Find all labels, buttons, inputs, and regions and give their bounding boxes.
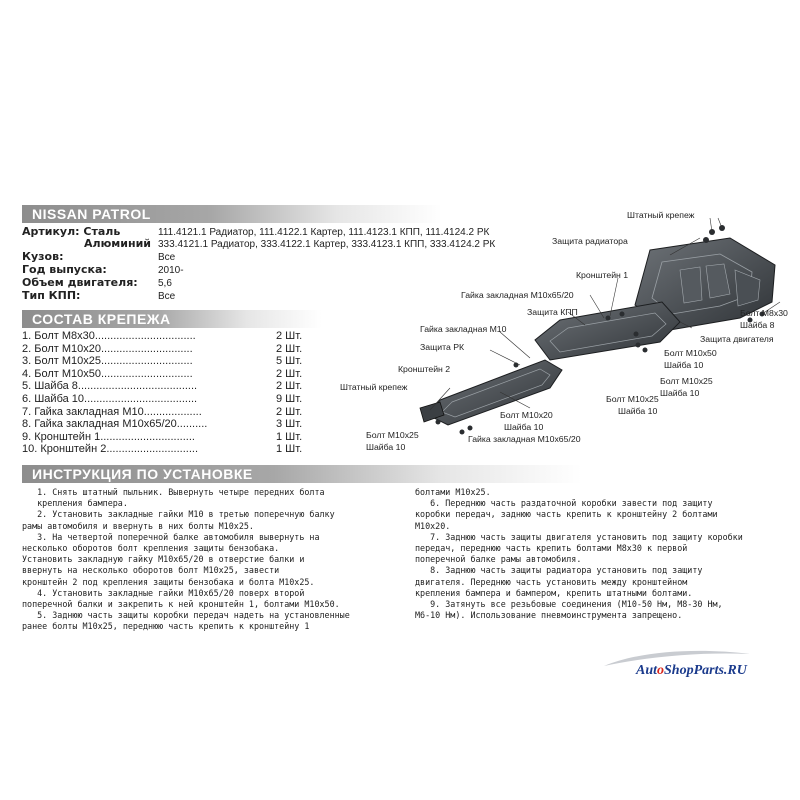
callout-insert-nut-m10x65-rear: Гайка закладная М10х65/20 <box>468 434 581 444</box>
instructions-title: ИНСТРУКЦИЯ ПО УСТАНОВКЕ <box>32 466 253 482</box>
callout-washer-8: Шайба 8 <box>740 320 775 330</box>
instructions-band <box>22 465 582 483</box>
logo-text-o: o <box>657 663 665 678</box>
part-name: 6. Шайба 10..................................... <box>22 392 198 405</box>
part-qty: 2 Шт. <box>276 405 303 418</box>
parts-title: СОСТАВ КРЕПЕЖА <box>32 311 171 327</box>
callout-washer-10-b: Шайба 10 <box>660 388 700 398</box>
gearbox-label: Тип КПП: <box>22 289 81 302</box>
part-qty: 2 Шт. <box>276 342 303 355</box>
part-name: 1. Болт М8х30................................. <box>22 330 196 342</box>
engine-value: 5,6 <box>158 278 172 289</box>
part-name: 5. Шайба 8....................................... <box>22 380 198 393</box>
part-name: 10. Кронштейн 2.............................. <box>22 443 198 456</box>
aluminium-label: Алюминий <box>84 237 151 250</box>
part-name: 9. Кронштейн 1............................... <box>22 430 195 443</box>
part-qty: 1 Шт. <box>276 443 303 456</box>
callout-bolt-m10x25-b: Болт М10х25 <box>606 394 659 404</box>
part-qty: 9 Шт. <box>276 392 303 405</box>
list-item <box>22 418 312 431</box>
callout-standard-fastener: Штатный крепеж <box>627 210 695 220</box>
part-qty: 1 Шт. <box>276 430 303 443</box>
title-band <box>22 205 442 223</box>
callout-transfer-case-guard: Защита РК <box>420 342 465 352</box>
parts-band <box>22 310 322 328</box>
callout-washer-10-a: Шайба 10 <box>664 360 704 370</box>
body-value: Все <box>158 252 176 263</box>
callout-bolt-m10x20: Болт М10х20 <box>500 410 553 420</box>
list-item <box>22 343 312 356</box>
body-label: Кузов: <box>22 250 64 263</box>
year-value: 2010- <box>158 265 184 276</box>
callout-engine-guard: Защита двигателя <box>700 334 774 344</box>
callout-bolt-m10x50: Болт М10х50 <box>664 348 717 358</box>
callout-radiator-guard: Защита радиатора <box>552 236 628 246</box>
list-item <box>22 380 312 393</box>
part-name: 7. Гайка закладная М10................... <box>22 405 202 418</box>
list-item <box>22 368 312 381</box>
list-item <box>22 330 312 343</box>
part-qty: 3 Шт. <box>276 418 303 431</box>
callout-bolt-m10x25-a: Болт М10х25 <box>660 376 713 386</box>
callout-washer-10-d: Шайба 10 <box>504 422 544 432</box>
callout-gearbox-guard: Защита КПП <box>527 307 578 317</box>
part-name: 8. Гайка закладная М10х65/20.......... <box>22 418 208 431</box>
site-logo <box>636 663 747 679</box>
callout-standard-fastener-rear: Штатный крепеж <box>340 382 408 392</box>
callout-washer-10-e: Шайба 10 <box>366 442 406 452</box>
list-item <box>22 431 312 444</box>
logo-text-2: ShopParts.RU <box>664 663 747 678</box>
instructions-right: болтами М10х25. 6. Переднюю часть раздаточной коробки завести под защиту коробки передач, заднюю часть крепить к кронштейну 2 болтами М10х20. 7. Заднюю часть защиты двигателя установить под защиту коробки передач, переднюю часть крепить болтами М8х30 к первой поперечной балке рамы автомобиля. 8. Заднюю часть защиты радиатора установить под защиту двигателя. Переднюю часть установить между кронштейном крепления бампера и бампером, крепить штатными болтами. 9. Затянуть все резьбовые соединения (М10-50 Нм, М8-30 Нм, М6-10 Нм). Использование пневмоинструмента запрещено. <box>415 487 743 621</box>
callout-bolt-m10x25-c: Болт М10х25 <box>366 430 419 440</box>
article-steel: 111.4121.1 Радиатор, 111.4122.1 Картер, 111.4123.1 КПП, 111.4124.2 РК <box>158 227 490 238</box>
list-item <box>22 406 312 419</box>
callout-washer-10-c: Шайба 10 <box>618 406 658 416</box>
callout-insert-nut-m10: Гайка закладная М10 <box>420 324 507 334</box>
logo-text-1: Aut <box>636 663 658 678</box>
part-name: 4. Болт М10х50.............................. <box>22 367 193 380</box>
instructions-left: 1. Снять штатный пыльник. Вывернуть четыре передних болта крепления бампера. 2. Установить закладные гайки М10 в третью поперечную балку рамы автомобиля и ввернуть в них болты М10х25. 3. На четвертой поперечной балке автомобиля вывернуть на несколько оборотов болт крепления защиты бензобака. Установить закладную гайку М10х65/20 в отверстие балки и ввернуть на несколько оборотов болт М10х25, завести кронштейн 2 под крепления защиты бензобака и болта М10х25. 4. Установить закладные гайки М10х65/20 поверх второй поперечной балки и закрепить к ней кронштейн 1, болтами М10х50. 5. Заднюю часть защиты коробки передач надеть на установленные ранее болты М10х25, переднюю часть крепить к кронштейну 1 <box>22 487 350 632</box>
part-qty: 2 Шт. <box>276 330 303 342</box>
callout-insert-nut-m10x65: Гайка закладная М10х65/20 <box>461 290 574 300</box>
gearbox-value: Все <box>158 291 176 302</box>
list-item <box>22 355 312 368</box>
year-label: Год выпуска: <box>22 263 107 276</box>
part-name: 2. Болт М10х20.............................. <box>22 342 193 355</box>
callout-bracket-2: Кронштейн 2 <box>398 364 451 374</box>
part-name: 3. Болт М10х25.............................. <box>22 355 193 368</box>
list-item <box>22 443 312 456</box>
part-qty: 2 Шт. <box>276 380 303 393</box>
callout-bolt-m8x30: Болт М8х30 <box>740 308 788 318</box>
engine-label: Объем двигателя: <box>22 276 138 289</box>
page-title: NISSAN PATROL <box>32 206 151 222</box>
part-qty: 5 Шт. <box>276 355 303 368</box>
list-item <box>22 393 312 406</box>
parts-list <box>22 330 312 456</box>
part-qty: 2 Шт. <box>276 367 303 380</box>
callout-bracket-1: Кронштейн 1 <box>576 270 629 280</box>
article-aluminium: 333.4121.1 Радиатор, 333.4122.1 Картер, 333.4123.1 КПП, 333.4124.2 РК <box>158 239 496 250</box>
article-label: Артикул: Сталь <box>22 225 121 238</box>
